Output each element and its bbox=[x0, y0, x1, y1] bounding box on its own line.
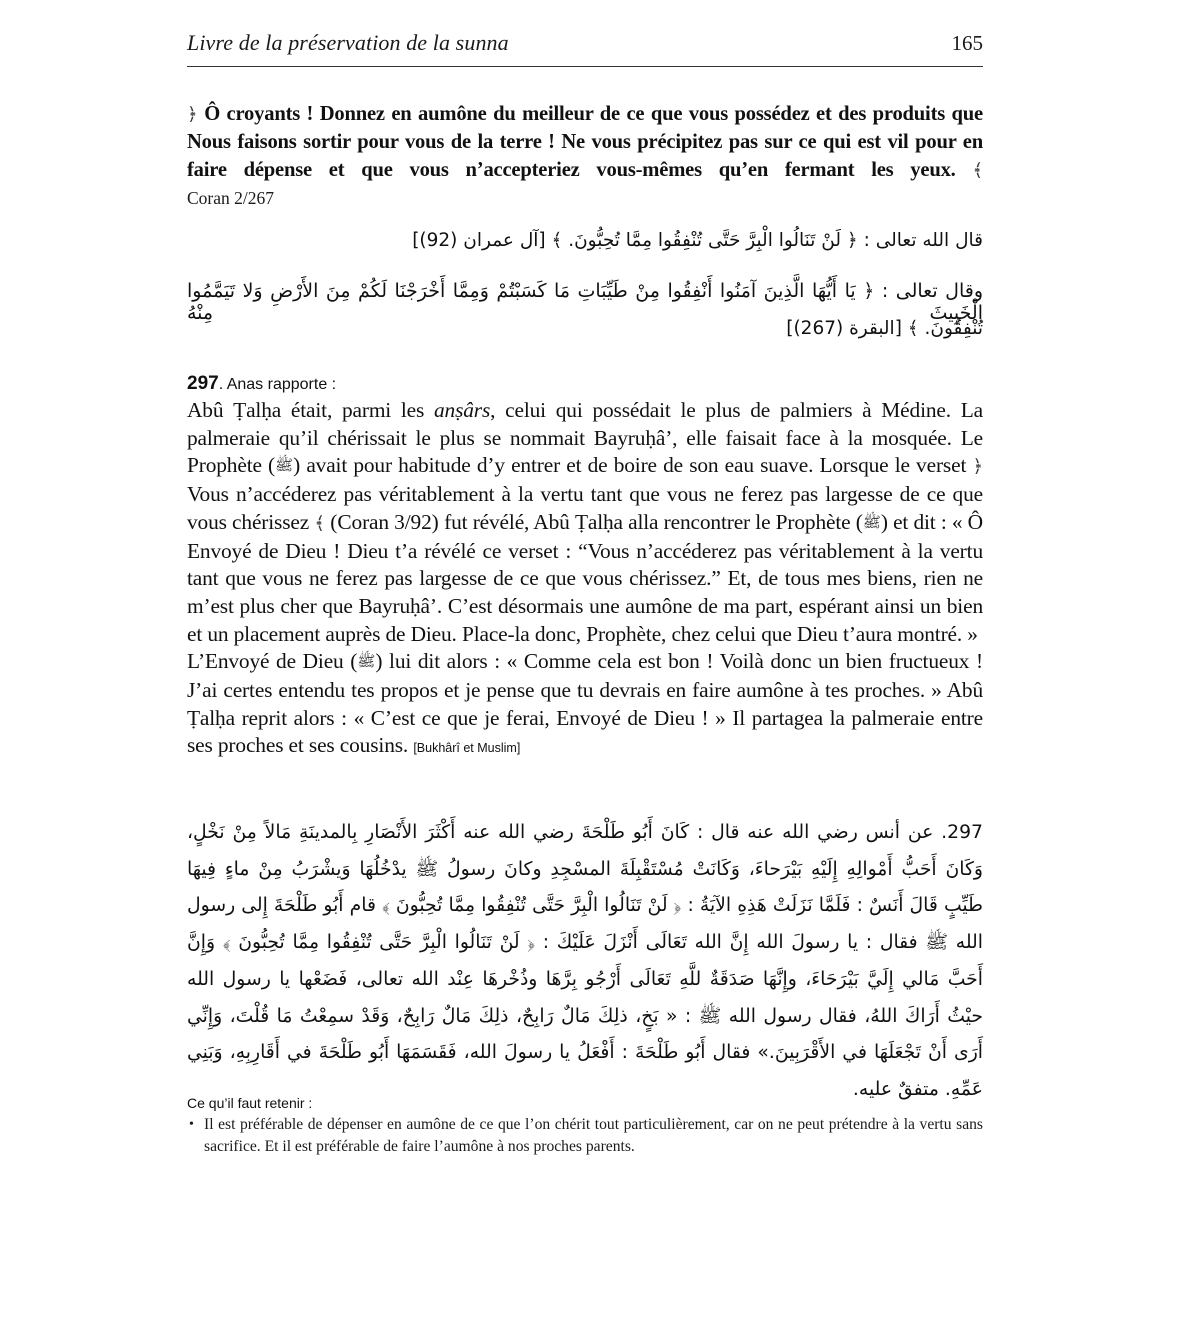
hadith-paragraph bbox=[187, 648, 983, 763]
takeaway-text: Il est préférable de dépenser en aumône de ce que l’on chérit tout particulièrement, car on ne peut prétendre à la vertu sans sacrifice. Et il est préférable de faire l’aumône à nos proches parents. bbox=[204, 1116, 983, 1155]
verse-reference: Coran 2/267 bbox=[187, 188, 275, 208]
text-run: ) avait pour habitude d’y entrer et de boire de son eau suave. Lorsque le verset bbox=[293, 453, 973, 478]
salutation-icon: ﷺ bbox=[275, 458, 294, 475]
verse-close-ornament-icon: ﴾ bbox=[972, 160, 983, 180]
text-run: ) lui dit alors : « Comme cela est bon ! Voilà donc un bien fructueux ! J’ai certes entendu tes propos et je pense que tu devrais en faire aumône à tes proches. » Abû Ṭalḥa reprit alors : « C’est ce que je ferai, Envoyé de Dieu ! » Il partagea la palmeraie entre ses proches et ses cousins. bbox=[187, 649, 983, 758]
hadith-intro: . Anas rapporte : bbox=[218, 376, 337, 393]
salutation-icon: ﷺ bbox=[862, 514, 881, 531]
salutation-icon: ﷺ bbox=[357, 654, 376, 671]
takeaways-list bbox=[187, 1114, 983, 1158]
hadith-paragraph bbox=[187, 397, 983, 648]
quran-verse-french bbox=[187, 100, 983, 184]
takeaway-item bbox=[187, 1114, 983, 1158]
hadith-heading bbox=[187, 373, 983, 395]
text-run: Abû Ṭalḥa était, parmi les bbox=[187, 398, 434, 422]
text-run: L’Envoyé de Dieu ( bbox=[187, 649, 358, 674]
hadith-number: 297 bbox=[187, 373, 219, 394]
page-number: 165 bbox=[951, 31, 983, 55]
text-run: , celui qui possédait le plus de palmiers à Médine. La palmeraie qu’il chérissait le plus se nommait Bayruḥâ’, elle faisait face à la mosquée. Le Prophète ( bbox=[187, 398, 983, 478]
text-run: (Coran 3/92) fut révélé, Abû Ṭalḥa alla rencontrer le Prophète ( bbox=[324, 509, 863, 534]
hadith-source: [Bukhârî et Muslim] bbox=[413, 741, 521, 756]
running-title: Livre de la préservation de la sunna bbox=[187, 30, 509, 55]
bullet-icon: • bbox=[189, 1117, 194, 1132]
verse-text: Ô croyants ! Donnez en aumône du meilleur de ce que vous possédez et des produits que Nous faisons sortir pour vous de la terre ! Ne vous précipitez pas sur ce qui est vil pour en faire dépense et que vous n’accepteriez vous-mêmes qu’en fermant les yeux. bbox=[187, 103, 983, 181]
hadith-translation bbox=[187, 397, 983, 763]
arabic-verse-line: وقال تعالى : ﴿ يَا أَيُّهَا الَّذِينَ آمَنُوا أَنْفِقُوا مِنْ طَيِّبَاتِ مَا كَسَبْتُمْ وَمِمَّا أَخْرَجْنَا لَكُمْ مِنَ الأَرْضِ وَلا تَيَمَّمُوا الْخَبِيثَ مِنْهُ bbox=[187, 280, 983, 324]
text-run: ) et dit : « Ô Envoyé de Dieu ! Dieu t’a révélé ce verset : “Vous n’accéderez pas véritablement à la vertu tant que vous ne ferez pas largesse de ce que vous chérissez.” Et, de tous mes biens, rien ne m’est plus cher que Bayruḥâ’. C’est désormais une aumône de ma part, espérant ainsi un bien et un placement auprès de Dieu. Place-la donc, Prophète, chez celui que Dieu t’aura montré. » bbox=[187, 509, 983, 646]
header-rule bbox=[187, 66, 983, 67]
verse-open-ornament-icon: ﴿ bbox=[972, 456, 983, 477]
arabic-verse-line: تُنْفِقُونَ. ﴾ [البقرة (267)] bbox=[786, 318, 983, 339]
arabic-verse-line: قال الله تعالى : ﴿ لَنْ تَنَالُوا الْبِرَّ حَتَّى تُنْفِقُوا مِمَّا تُحِبُّونَ. ﴾ [آل عمران (92)] bbox=[412, 230, 983, 251]
takeaways-heading: Ce qu’il faut retenir : bbox=[187, 1095, 313, 1111]
quoted-verse: Vous n’accéderez pas véritablement à la vertu tant que vous ne ferez pas largesse de ce que vous chérissez bbox=[187, 482, 983, 534]
arabic-hadith-text: 297. عن أنس رضي الله عنه قال : كَانَ أَبُو طَلْحَةَ رضي الله عنه أَكْثَرَ الأَنْصَارِ بِالمدينَةِ مَالاً مِنْ نَخْلٍ، وَكَانَ أَحَبُّ أَمْوالِهِ إِلَيْهِ بَيْرَحاءَ، وَكَانَتْ مُسْتَقْبِلَةَ المسْجِدِ وكانَ رسولُ ﷺ يدْخُلُهَا وَيشْرَبُ مِنْ ماءٍ فِيهَا طَيِّبٍ قَالَ أَنَسٌ : فَلَمَّا نَزَلَتْ هَذِهِ الآيَةُ : ﴿ لَنْ تَنَالُوا الْبِرَّ حَتَّى تُنْفِقُوا مِمَّا تُحِبُّونَ ﴾ قام أَبُو طَلْحَةَ إِلى رسول الله ﷺ فقال : يا رسولَ الله إِنَّ الله تَعَالَى أَنْزَلَ عَلَيْكَ : ﴿ لَنْ تَنَالُوا الْبِرَّ حَتَّى تُنْفِقُوا مِمَّا تُحِبُّونَ ﴾ وَإِنَّ أَحَبَّ مَالي إِلَيَّ بَيْرَحَاءَ، وإِنَّهَا صَدَقَةٌ للَّهِ تَعَالَى أَرْجُو بِرَّهَا وذُخْرهَا عِنْد الله تعالى، فَضَعْها يا رسول الله حيْثُ أَرَاكَ اللهُ، فقال رسول الله ﷺ : « بَخٍ، ذلِكَ مَالٌ رَابِحٌ، ذلِكَ مَالٌ رَابِحٌ، وَقَدْ سمِعْتُ مَا قُلْتَ، وَإِنِّي أَرَى أَنْ تَجْعَلَهَا في الأَقْرَبِينَ.» فقال أَبُو طَلْحَةَ : أَفْعَلُ يا رسولَ الله، فَقَسَمَهَا أَبُو طَلْحَةَ في أَقَارِبِهِ، وَبَنِي عَمِّهِ. متفقٌ عليه. bbox=[187, 822, 983, 1100]
verse-close-ornament-icon: ﴾ bbox=[314, 512, 325, 533]
italic-term: anṣârs bbox=[434, 398, 491, 422]
verse-open-ornament-icon: ﴿ bbox=[187, 104, 198, 124]
